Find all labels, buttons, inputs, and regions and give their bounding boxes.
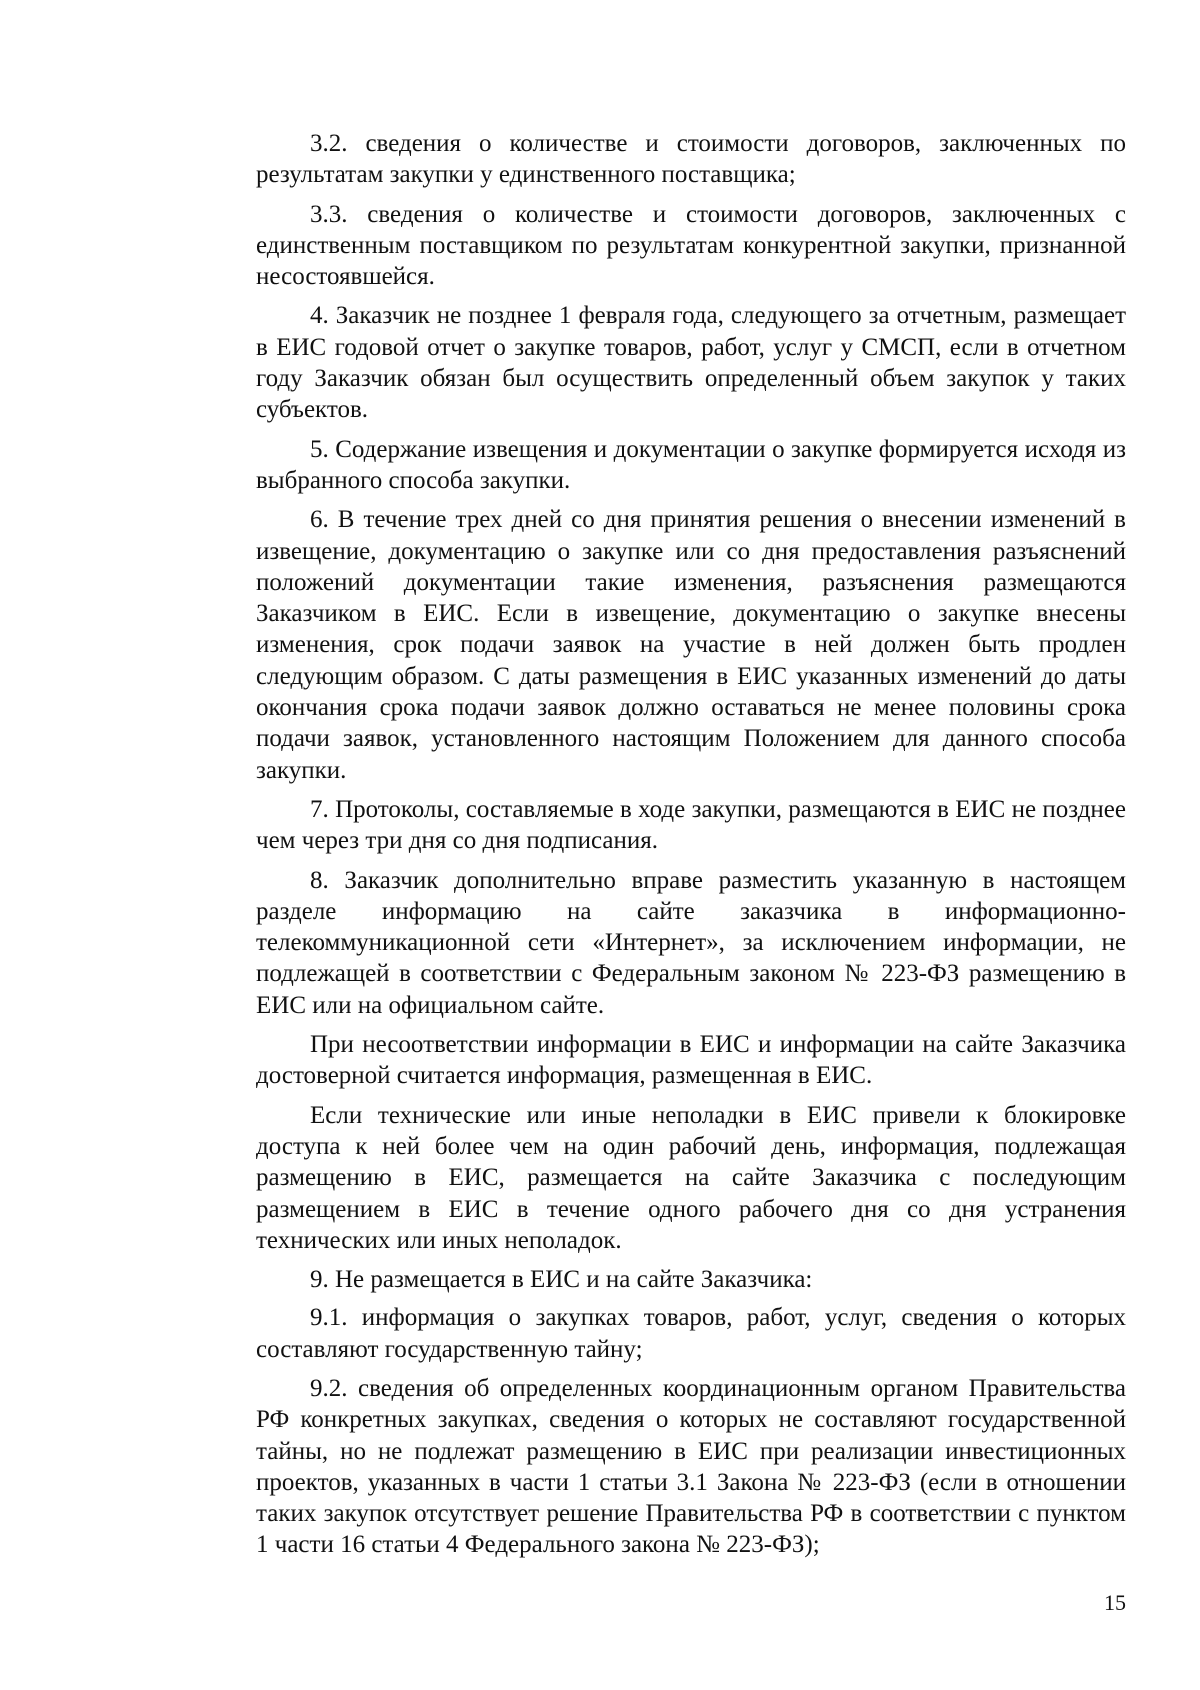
- paragraph-6: 6. В течение трех дней со дня принятия решения о внесении изменений в извещение, документацию о закупке или со дня предоставления разъяснений положений документации такие изменения, разъяснения размещаются Заказчиком в ЕИС. Если в извещение, документацию о закупке внесены изменения, срок подачи заявок на участие в ней должен быть продлен следующим образом. С даты размещения в ЕИС указанных изменений до даты окончания срока подачи заявок должно оставаться не менее половины срока подачи заявок, установленного настоящим Положением для данного способа закупки.: [256, 506, 1126, 784]
- paragraph-8: 8. Заказчик дополнительно вправе разместить указанную в настоящем разделе информацию на сайте заказчика в информационно-телекоммуникационной сети «Интернет», за исключением информации, не подлежащей в соответствии с Федеральным законом № 223-ФЗ размещению в ЕИС или на официальном сайте.: [256, 866, 1126, 1019]
- page-number: 15: [1104, 1590, 1126, 1615]
- paragraph-9-1: 9.1. информация о закупках товаров, работ, услуг, сведения о которых составляют государственную тайну;: [256, 1304, 1126, 1363]
- paragraph-3-2: 3.2. сведения о количестве и стоимости договоров, заключенных по результатам закупки у единственного поставщика;: [256, 130, 1126, 189]
- paragraph-3-3: 3.3. сведения о количестве и стоимости договоров, заключенных с единственным поставщиком по результатам конкурентной закупки, признанной несостоявшейся.: [256, 200, 1126, 291]
- paragraph-4: 4. Заказчик не позднее 1 февраля года, следующего за отчетным, размещает в ЕИС годовой отчет о закупке товаров, работ, услуг у СМСП, если в отчетном году Заказчик обязан был осуществить определенный объем закупок у таких субъектов.: [256, 302, 1126, 424]
- paragraph-8-mismatch: При несоответствии информации в ЕИС и информации на сайте Заказчика достоверной считается информация, размещенная в ЕИС.: [256, 1031, 1126, 1090]
- paragraph-9-2: 9.2. сведения об определенных координационным органом Правительства РФ конкретных закупках, сведения о которых не составляют государственной тайны, но не подлежат размещению в ЕИС при реализации инвестиционных проектов, указанных в части 1 статьи 3.1 Закона № 223-ФЗ (если в отношении таких закупок отсутствует решение Правительства РФ в соответствии с пунктом 1 части 16 статьи 4 Федерального закона № 223-ФЗ);: [256, 1374, 1126, 1559]
- paragraph-5: 5. Содержание извещения и документации о закупке формируется исходя из выбранного способа закупки.: [256, 435, 1126, 494]
- paragraph-9: 9. Не размещается в ЕИС и на сайте Заказчика:: [310, 1266, 813, 1294]
- paragraph-8-malfunction: Если технические или иные неполадки в ЕИС привели к блокировке доступа к ней более чем на один рабочий день, информация, подлежащая размещению в ЕИС, размещается на сайте Заказчика с последующим размещением в ЕИС в течение одного рабочего дня со дня устранения технических или иных неполадок.: [256, 1101, 1126, 1254]
- document-body: [256, 128, 1126, 1569]
- paragraph-7: 7. Протоколы, составляемые в ходе закупки, размещаются в ЕИС не позднее чем через три дня со дня подписания.: [256, 795, 1126, 855]
